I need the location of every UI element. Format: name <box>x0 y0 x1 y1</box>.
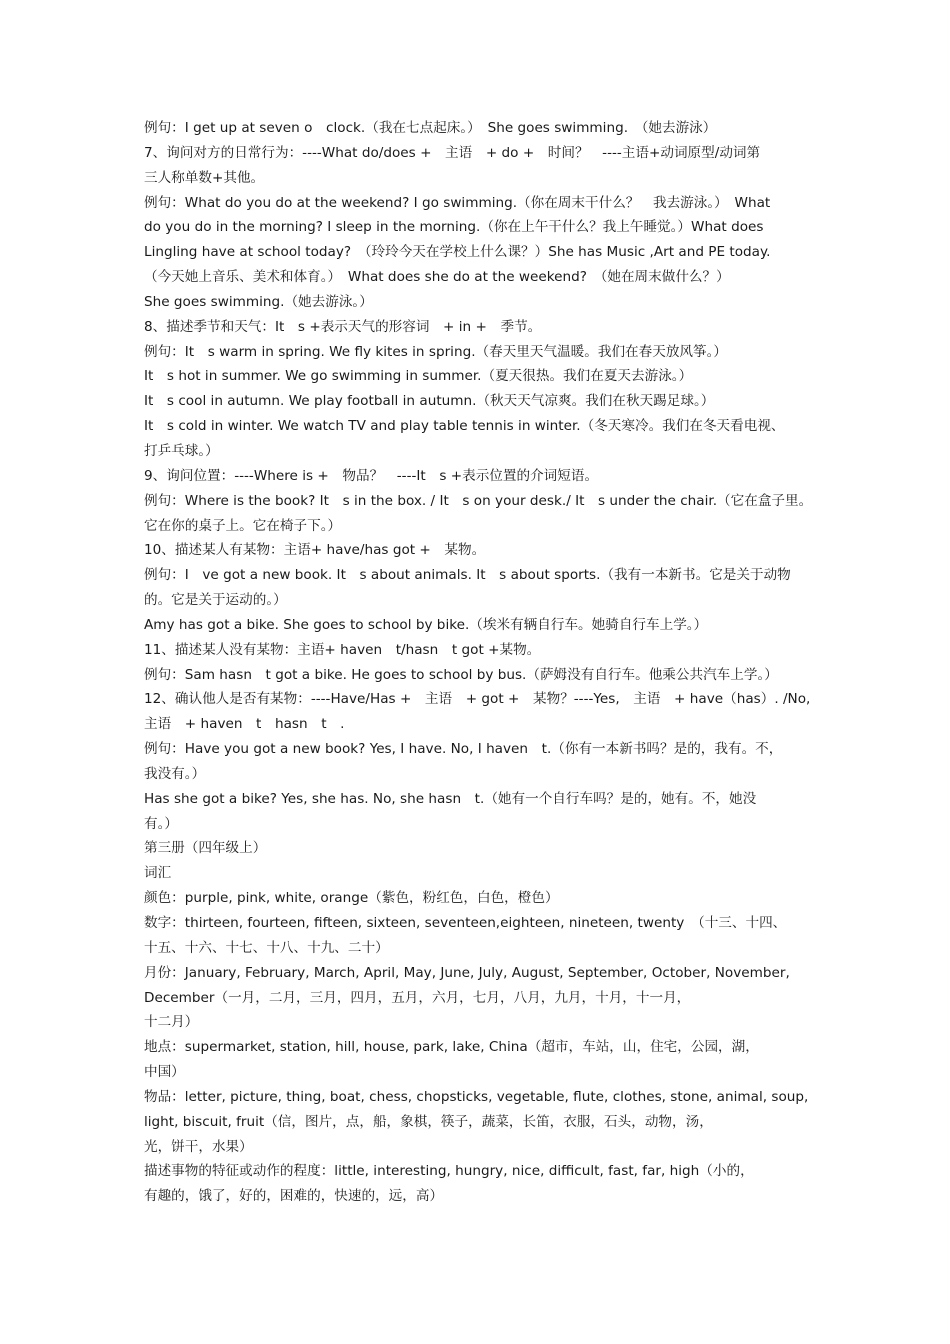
text-line: 数字：thirteen, fourteen, fifteen, sixteen, seventeen,eighteen, nineteen, twenty （十三、十四、 <box>144 915 787 931</box>
text-line: 光，饼干，水果） <box>144 1138 253 1155</box>
text-line: 词汇 <box>144 865 172 882</box>
text-line: 月份：January, February, March, April, May, June, July, August, September, October, November, <box>144 964 790 981</box>
text-line: 颜色：purple, pink, white, orange（紫色，粉红色，白色，橙色） <box>144 890 559 907</box>
text-line: 有趣的，饿了，好的，困难的，快速的，远，高） <box>144 1188 444 1205</box>
text-line: 三人称单数+其他。 <box>144 169 265 186</box>
text-line: 十二月） <box>144 1014 199 1031</box>
text-line: It s cool in autumn. We play football in autumn.（秋天天气凉爽。我们在秋天踢足球。） <box>144 393 715 410</box>
text-line: 例句：What do you do at the weekend? I go swimming.（你在周末干什么？ 我去游泳。） What <box>144 194 771 211</box>
text-line: do you do in the morning? I sleep in the morning.（你在上午干什么？我上午睡觉。）What does <box>144 219 764 236</box>
text-line: 十五、十六、十七、十八、十九、二十） <box>144 939 389 956</box>
text-line: 11、描述某人没有某物：主语+ haven t/hasn t got +某物。 <box>144 641 541 658</box>
text-line: 描述事物的特征或动作的程度：little, interesting, hungry, nice, difficult, fast, far, high（小的， <box>144 1163 754 1180</box>
text-line: 有。） <box>144 815 178 832</box>
text-line: 第三册（四年级上） <box>144 840 267 857</box>
text-line: December（一月，二月，三月，四月，五月，六月，七月，八月，九月，十月，十一月， <box>144 989 691 1006</box>
text-line: 它在你的桌子上。它在椅子下。） <box>144 517 342 534</box>
text-line: It s hot in summer. We go swimming in summer.（夏天很热。我们在夏天去游泳。） <box>144 368 693 385</box>
text-line: 9、询问位置：----Where is + 物品？ ----It s +表示位置的介词短语。 <box>144 467 599 484</box>
text-line: 7、询问对方的日常行为：----What do/does + 主语 + do + 时间？ ----主语+动词原型/动词第 <box>144 144 761 161</box>
text-line: 例句：I get up at seven o clock.（我在七点起床。） She goes swimming. （她去游泳） <box>144 120 717 136</box>
text-line: 中国） <box>144 1064 185 1081</box>
text-line: 例句：Where is the book? It s in the box. / It s on your desk./ It s under the chair.（它在盒子里。 <box>144 492 813 509</box>
text-line: 例句：It s warm in spring. We fly kites in spring.（春天里天气温暖。我们在春天放风筝。） <box>144 343 727 360</box>
text-line: 例句：I ve got a new book. It s about animals. It s about sports.（我有一本新书。它是关于动物 <box>144 567 791 584</box>
text-line: Amy has got a bike. She goes to school by bike.（埃米有辆自行车。她骑自行车上学。） <box>144 616 708 633</box>
text-line: 例句：Sam hasn t got a bike. He goes to school by bus.（萨姆没有自行车。他乘公共汽车上学。） <box>144 666 778 683</box>
text-line: 我没有。） <box>144 765 206 782</box>
text-line: 12、确认他人是否有某物：----Have/Has + 主语 + got + 某物？----Yes, 主语 + have（has）. /No, <box>144 691 811 708</box>
document-page <box>144 116 814 1209</box>
text-line: She goes swimming.（她去游泳。） <box>144 293 373 310</box>
text-line: light, biscuit, fruit（信，图片，点，船，象棋，筷子，蔬菜，长笛，衣服，石头，动物，汤， <box>144 1113 713 1130</box>
text-line: 打乒乓球。） <box>144 442 219 459</box>
text-line: 例句：Have you got a new book? Yes, I have. No, I haven t.（你有一本新书吗？是的，我有。不， <box>144 741 783 758</box>
text-line: Has she got a bike? Yes, she has. No, she hasn t.（她有一个自行车吗？是的，她有。不，她没 <box>144 790 757 807</box>
text-line: 物品：letter, picture, thing, boat, chess, chopsticks, vegetable, flute, clothes, stone, animal, soup, <box>144 1088 809 1105</box>
text-line: It s cold in winter. We watch TV and play table tennis in winter.（冬天寒冷。我们在冬天看电视、 <box>144 418 785 435</box>
text-line: 10、描述某人有某物：主语+ have/has got + 某物。 <box>144 542 486 559</box>
text-line: 地点：supermarket, station, hill, house, park, lake, China（超市，车站，山，住宅，公园，湖， <box>144 1039 759 1056</box>
text-line: （今天她上音乐、美术和体育。） What does she do at the weekend? （她在周末做什么？） <box>144 269 730 286</box>
text-line: 主语 + haven t hasn t . <box>144 716 345 733</box>
text-line: 8、描述季节和天气：It s +表示天气的形容词 + in + 季节。 <box>144 318 542 335</box>
text-line: Lingling have at school today? （玲玲今天在学校上什么课？）She has Music ,Art and PE today. <box>144 244 771 261</box>
text-line: 的。它是关于运动的。） <box>144 592 287 609</box>
